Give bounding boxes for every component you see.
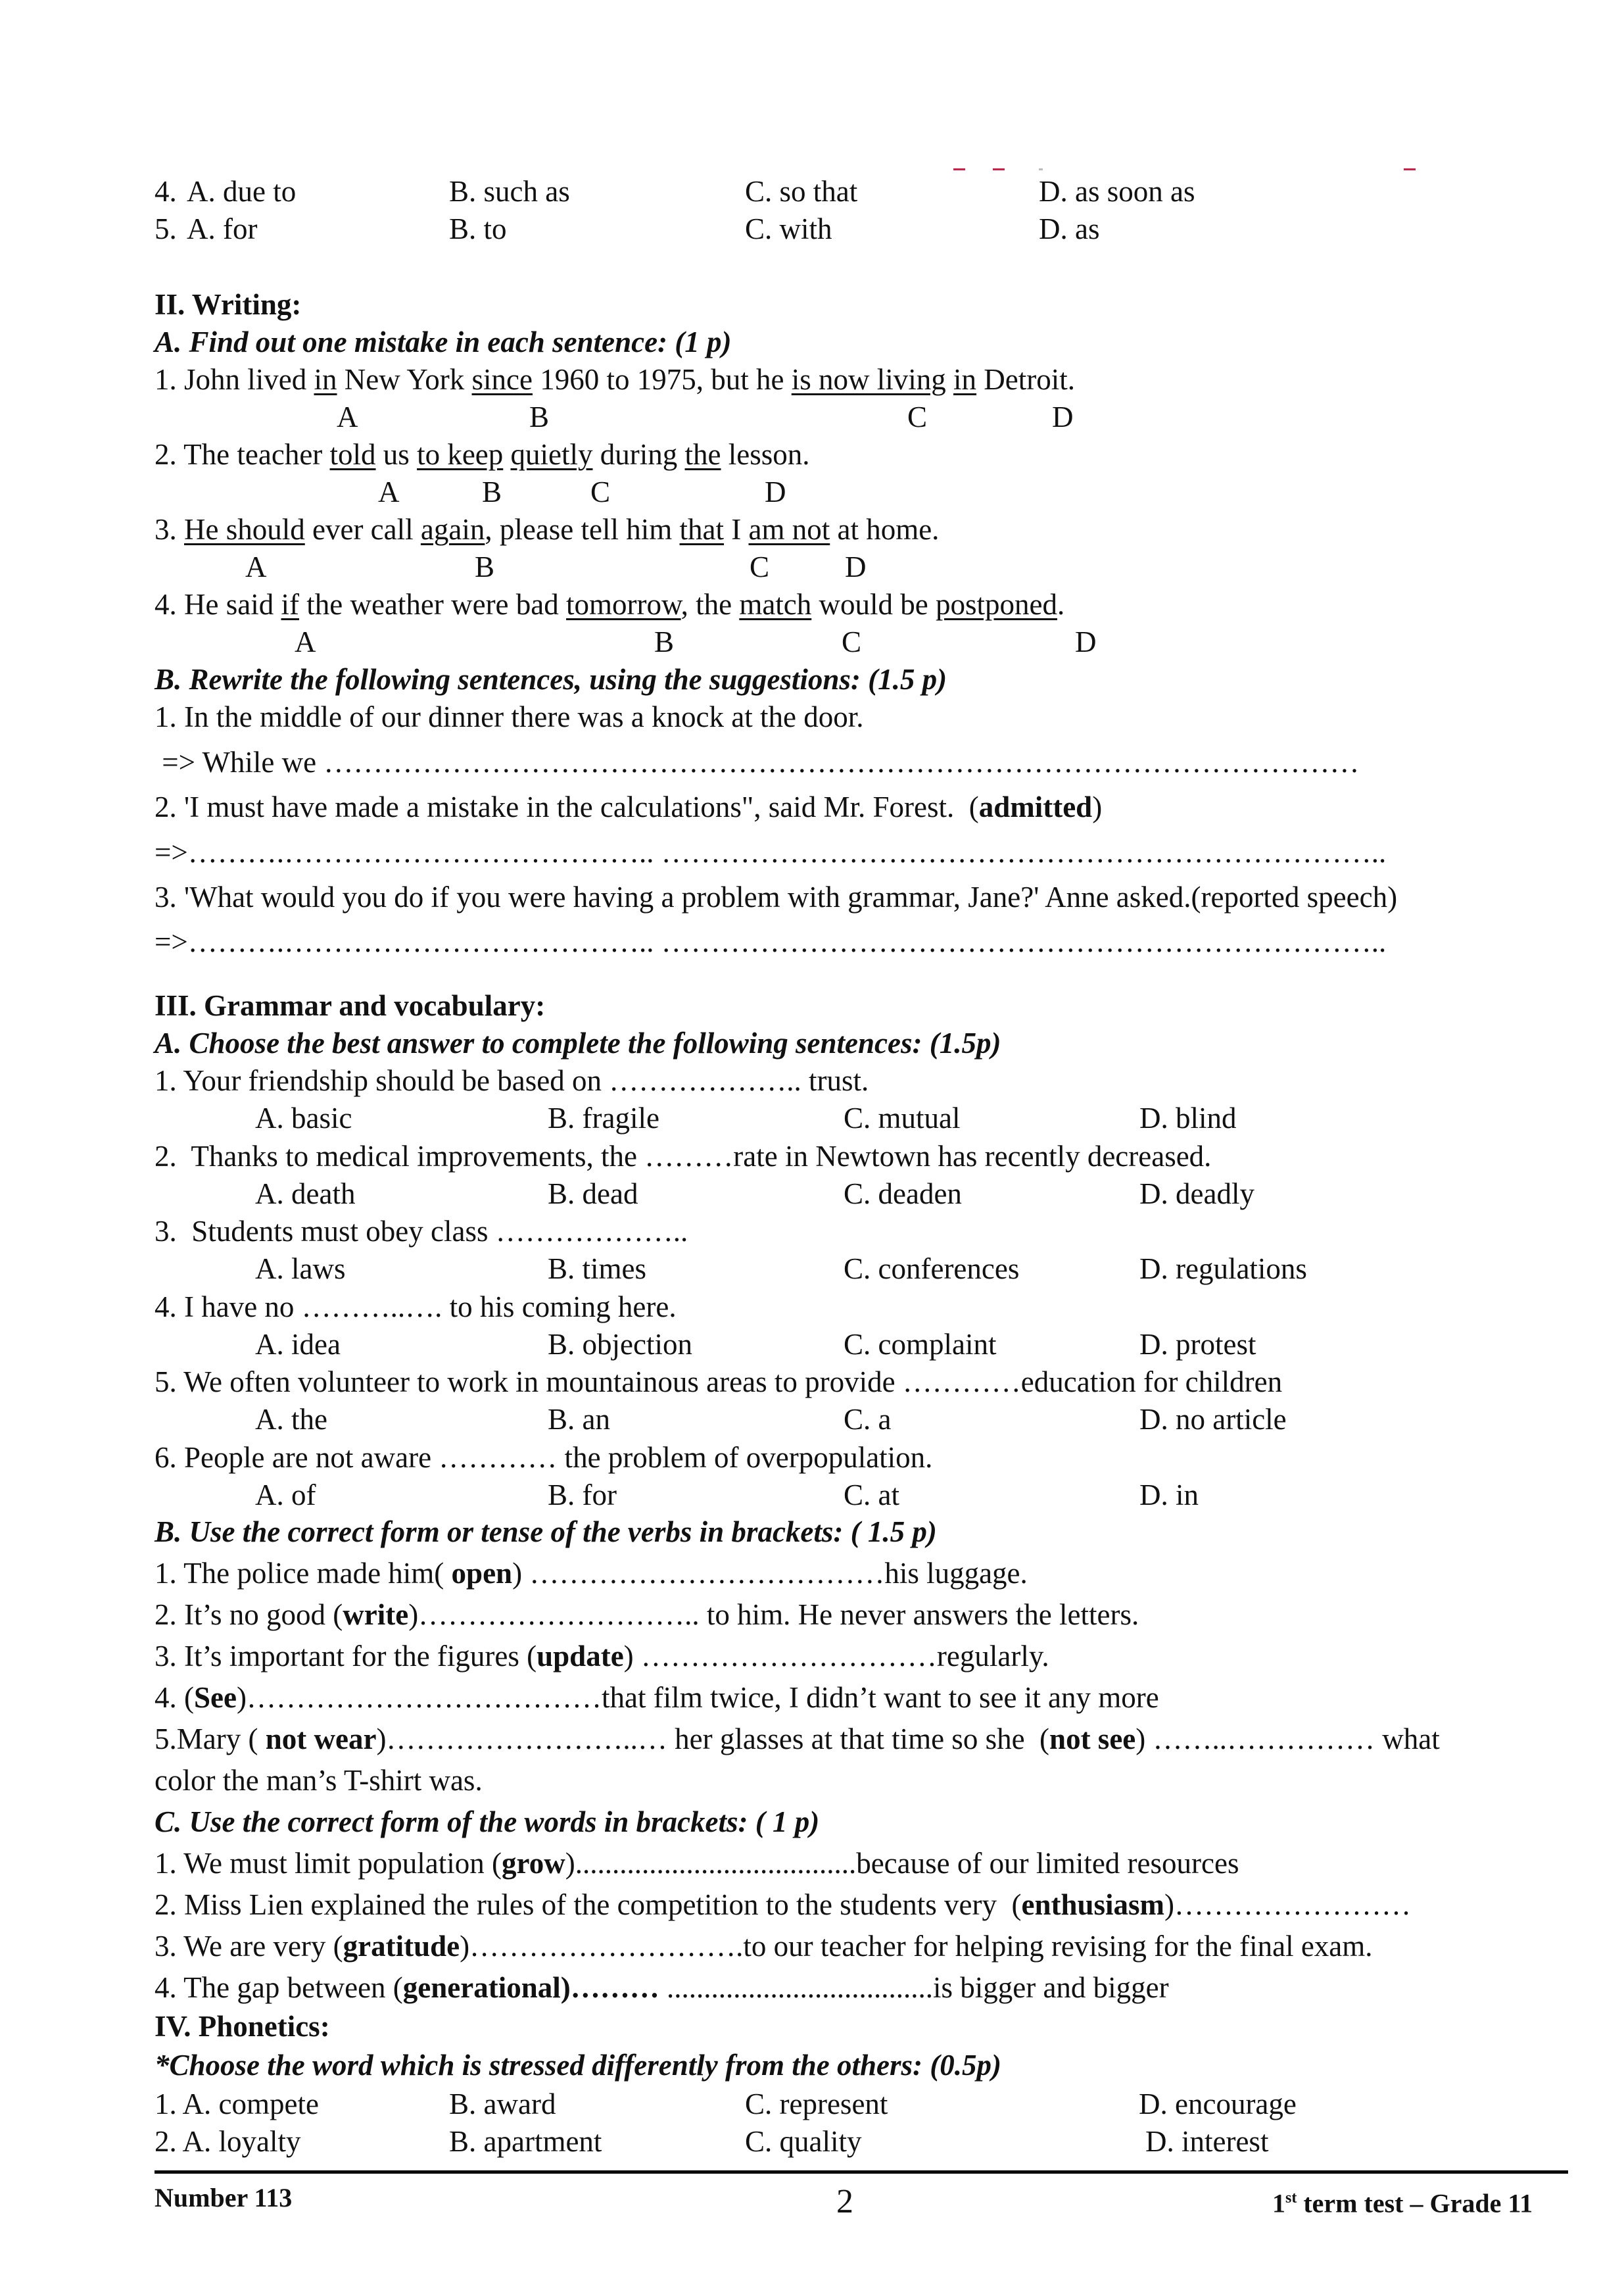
- mcq-option-c[interactable]: C. at: [844, 1478, 899, 1511]
- underlined-option-b: tomorrow: [566, 588, 681, 621]
- rewrite-prompt-2: [155, 790, 1102, 824]
- rewrite-prompt-1: 1. In the middle of our dinner there was a knock at the door.: [155, 700, 864, 733]
- option-d: D. as soon as: [1039, 175, 1195, 208]
- verb-item-5: [155, 1722, 1440, 1756]
- mcq-option-d[interactable]: D. in: [1139, 1478, 1199, 1511]
- phonetics-option-b: B. award: [449, 2088, 556, 2120]
- option-c: C. with: [745, 212, 832, 245]
- text: 4. (: [155, 1681, 194, 1714]
- option-d: D. as: [1039, 212, 1100, 245]
- text: ) …………………………regularly.: [623, 1640, 1049, 1673]
- option-a: A. due to: [187, 175, 297, 208]
- text: .: [1057, 588, 1065, 621]
- label-b: B: [482, 476, 502, 508]
- text: 2. It’s no good (: [155, 1598, 343, 1631]
- scan-mark: [953, 168, 965, 170]
- label-d: D: [1052, 401, 1074, 433]
- label-b: B: [475, 550, 495, 583]
- phonetics-option-c: C. represent: [745, 2088, 888, 2120]
- underlined-option-d: am not: [748, 513, 830, 546]
- mcq-option-b[interactable]: B. for: [548, 1478, 617, 1511]
- text: I: [724, 513, 749, 546]
- text: ever call: [304, 513, 421, 546]
- text: 1. John lived: [155, 363, 314, 396]
- underlined-option-c: that: [679, 513, 724, 546]
- text: )……………………..… her glasses at that time so she (: [376, 1722, 1050, 1755]
- mcq-option-c[interactable]: C. deaden: [844, 1177, 962, 1210]
- mcq-question: 5. We often volunteer to work in mountainous areas to provide …………education for children: [155, 1365, 1283, 1398]
- underlined-option-b: since: [471, 363, 533, 396]
- word: grow: [502, 1847, 565, 1880]
- verb-item-5-continued: color the man’s T-shirt was.: [155, 1764, 483, 1797]
- mcq-option-c[interactable]: C. a: [844, 1403, 892, 1436]
- mcq-option-b[interactable]: B. times: [548, 1252, 647, 1285]
- grammar-part-c-instruction: C. Use the correct form of the words in brackets: ( 1 p): [155, 1805, 820, 1838]
- label-a: A: [245, 550, 267, 583]
- word: generational)………: [402, 1971, 659, 2004]
- underlined-option-d: in: [953, 363, 977, 396]
- rewrite-answer-1[interactable]: [155, 745, 1359, 779]
- text: )……………………….. to him. He never answers the letters.: [408, 1598, 1139, 1631]
- mcq-option-c[interactable]: C. mutual: [844, 1102, 961, 1135]
- rewrite-answer-2[interactable]: [155, 835, 1386, 869]
- mcq-option-d[interactable]: D. regulations: [1139, 1252, 1307, 1285]
- mcq-option-c[interactable]: C. complaint: [844, 1327, 997, 1361]
- label-c: C: [842, 625, 862, 658]
- verb: update: [537, 1640, 624, 1673]
- phonetics-option-a: 2. A. loyalty: [155, 2125, 301, 2158]
- rewrite-prompt-3: 3. 'What would you do if you were having a problem with grammar, Jane?' Anne asked.(reported speech): [155, 881, 1398, 914]
- label-d: D: [845, 550, 867, 583]
- option-a: A. for: [187, 212, 258, 245]
- verb-item-1: [155, 1556, 1028, 1590]
- label-a: A: [295, 625, 316, 658]
- verb-item-4: [155, 1680, 1159, 1715]
- text: 3. It’s important for the figures (: [155, 1640, 537, 1673]
- text: at home.: [830, 513, 940, 546]
- text: 2. The teacher: [155, 438, 330, 471]
- text: lesson.: [721, 438, 810, 471]
- text: ) ………………………………his luggage.: [512, 1557, 1028, 1590]
- text: Detroit.: [976, 363, 1076, 396]
- underlined-option-d: postponed: [936, 588, 1057, 621]
- text: )……………………….to our teacher for helping revising for the final exam.: [460, 1930, 1373, 1963]
- mcq-question: 3. Students must obey class ………………..: [155, 1215, 688, 1248]
- error-sentence-2: [155, 437, 809, 472]
- verb: open: [451, 1557, 513, 1590]
- answer-blank[interactable]: ……….……………………………….. ………………………………………………………………..: [187, 836, 1387, 869]
- word-form-item-3: [155, 1929, 1373, 1963]
- label-b: B: [529, 401, 550, 433]
- label-c: C: [907, 401, 928, 433]
- label-b: B: [654, 625, 675, 658]
- word-form-item-2: [155, 1888, 1411, 1922]
- text: 3. We are very (: [155, 1930, 343, 1963]
- mcq-question: 6. People are not aware ………… the problem of overpopulation.: [155, 1440, 933, 1474]
- word-form-item-1: [155, 1846, 1239, 1880]
- text: )......................................because of our limited resources: [565, 1847, 1239, 1880]
- verb: not see: [1049, 1722, 1136, 1755]
- mcq-option-a[interactable]: A. idea: [255, 1327, 341, 1361]
- mcq-option-d[interactable]: D. blind: [1139, 1102, 1237, 1135]
- underlined-option-b: to keep: [417, 438, 504, 471]
- mcq-option-c[interactable]: C. conferences: [844, 1252, 1020, 1285]
- text: ): [1092, 791, 1103, 823]
- text: would be: [811, 588, 936, 621]
- mcq-option-a[interactable]: A. laws: [255, 1252, 346, 1285]
- mcq-option-b[interactable]: B. fragile: [548, 1102, 659, 1135]
- part-a-instruction: A. Find out one mistake in each sentence: (1 p): [155, 326, 732, 358]
- section-heading-grammar: III. Grammar and vocabulary:: [155, 989, 546, 1022]
- text: ) ……..…………… what: [1135, 1722, 1440, 1755]
- text: the weather were bad: [299, 588, 567, 621]
- option-b: B. such as: [449, 175, 570, 208]
- label-d: D: [1075, 625, 1097, 658]
- text: New York: [337, 363, 472, 396]
- rewrite-answer-3[interactable]: [155, 925, 1386, 959]
- mcq-question: 2. Thanks to medical improvements, the ………rate in Newtown has recently decreased.: [155, 1139, 1212, 1173]
- page-number: 2: [836, 2183, 853, 2220]
- mcq-question: 1. Your friendship should be based on ……………….. trust.: [155, 1064, 869, 1097]
- footer-test-title: [1272, 2182, 1533, 2219]
- mcq-option-a[interactable]: A. of: [255, 1478, 316, 1511]
- mcq-option-d[interactable]: D. protest: [1139, 1327, 1256, 1361]
- verb: See: [194, 1681, 237, 1714]
- mcq-option-b[interactable]: B. dead: [548, 1177, 638, 1210]
- part-b-instruction: B. Rewrite the following sentences, using the suggestions: (1.5 p): [155, 663, 947, 696]
- label-c: C: [750, 550, 770, 583]
- phonetics-option-b: B. apartment: [449, 2125, 602, 2158]
- label-c: C: [590, 476, 611, 508]
- label-a: A: [337, 401, 358, 433]
- text: 2. Miss Lien explained the rules of the competition to the students very (: [155, 1888, 1022, 1921]
- verb-item-3: [155, 1639, 1049, 1673]
- answer-blank[interactable]: ……….……………………………….. ………………………………………………………………..: [187, 925, 1387, 958]
- answer-prefix: =>: [155, 925, 188, 958]
- text: , the: [681, 588, 740, 621]
- text: [503, 438, 510, 471]
- underlined-option-c: match: [739, 588, 812, 621]
- error-sentence-1: [155, 362, 1075, 397]
- underlined-option-a: if: [281, 588, 299, 621]
- section-heading-writing: II. Writing:: [155, 288, 302, 321]
- text: 2. 'I must have made a mistake in the calculations", said Mr. Forest. (: [155, 791, 979, 823]
- label-a: A: [378, 476, 400, 508]
- text: 1. We must limit population (: [155, 1847, 502, 1880]
- text: 4. He said: [155, 588, 281, 621]
- mcq-question: 4. I have no ………..…. to his coming here.: [155, 1290, 677, 1323]
- ordinal-suffix: st: [1285, 2189, 1297, 2207]
- mcq-option-a[interactable]: A. basic: [255, 1102, 352, 1135]
- answer-prefix: =>: [155, 836, 188, 869]
- error-sentence-4: [155, 587, 1064, 622]
- mcq-option-a[interactable]: A. death: [255, 1177, 356, 1210]
- ordinal: 1: [1272, 2188, 1285, 2218]
- hint-word: admitted: [978, 791, 1093, 823]
- word-form-item-4: [155, 1970, 1169, 2005]
- question-number: 4.: [155, 175, 177, 208]
- error-sentence-3: [155, 512, 939, 547]
- scan-mark: [1039, 168, 1043, 170]
- grammar-part-b-instruction: B. Use the correct form or tense of the verbs in brackets: ( 1.5 p): [155, 1515, 937, 1548]
- mcq-option-a[interactable]: A. the: [255, 1403, 327, 1436]
- verb: write: [343, 1598, 409, 1631]
- option-c: C. so that: [745, 175, 858, 208]
- text: during: [592, 438, 685, 471]
- phonetics-option-d: D. interest: [1145, 2125, 1269, 2158]
- word: enthusiasm: [1021, 1888, 1165, 1921]
- grammar-part-a-instruction: A. Choose the best answer to complete the following sentences: (1.5p): [155, 1027, 1001, 1060]
- underlined-option-b: again: [420, 513, 485, 546]
- question-number: 5.: [155, 212, 177, 245]
- underlined-option-d: the: [684, 438, 721, 471]
- underlined-option-c: is now living: [791, 363, 946, 396]
- text: term test – Grade 11: [1297, 2188, 1533, 2218]
- text: )………………………………that film twice, I didn’t want to see it any more: [236, 1681, 1159, 1714]
- text: , please tell him: [485, 513, 680, 546]
- verb: not wear: [265, 1722, 377, 1755]
- text: ....................................is bigger and bigger: [659, 1971, 1169, 2004]
- label-d: D: [765, 476, 786, 508]
- phonetics-option-a: 1. A. compete: [155, 2088, 319, 2120]
- phonetics-option-c: C. quality: [745, 2125, 862, 2158]
- verb-item-2: [155, 1598, 1139, 1632]
- underlined-option-a: told: [329, 438, 376, 471]
- footer-rule: [155, 2170, 1568, 2174]
- section-heading-phonetics: IV. Phonetics:: [155, 2010, 330, 2043]
- text: 3.: [155, 513, 184, 546]
- text: 4. The gap between (: [155, 1971, 403, 2004]
- phonetics-instruction: *Choose the word which is stressed differently from the others: (0.5p): [155, 2049, 1001, 2082]
- text: [946, 363, 953, 396]
- underlined-option-a: He should: [184, 513, 305, 546]
- scan-mark: [1404, 168, 1416, 170]
- answer-blank[interactable]: ……………………………………………………………………………………………: [323, 746, 1360, 779]
- mcq-option-d[interactable]: D. no article: [1139, 1403, 1287, 1436]
- text: )……………………: [1164, 1888, 1412, 1921]
- option-b: B. to: [449, 212, 507, 245]
- text: 1960 to 1975, but he: [533, 363, 792, 396]
- phonetics-option-d: D. encourage: [1139, 2088, 1297, 2120]
- underlined-option-c: quietly: [510, 438, 593, 471]
- text: 5.Mary (: [155, 1722, 266, 1755]
- text: us: [375, 438, 418, 471]
- text: 1. The police made him(: [155, 1557, 452, 1590]
- scan-mark: [993, 168, 1005, 170]
- mcq-option-b[interactable]: B. objection: [548, 1327, 692, 1361]
- mcq-option-b[interactable]: B. an: [548, 1403, 610, 1436]
- underlined-option-a: in: [314, 363, 337, 396]
- footer-number: Number 113: [155, 2183, 293, 2212]
- word: gratitude: [343, 1930, 460, 1963]
- mcq-option-d[interactable]: D. deadly: [1139, 1177, 1254, 1210]
- answer-prefix: => While we: [155, 746, 324, 779]
